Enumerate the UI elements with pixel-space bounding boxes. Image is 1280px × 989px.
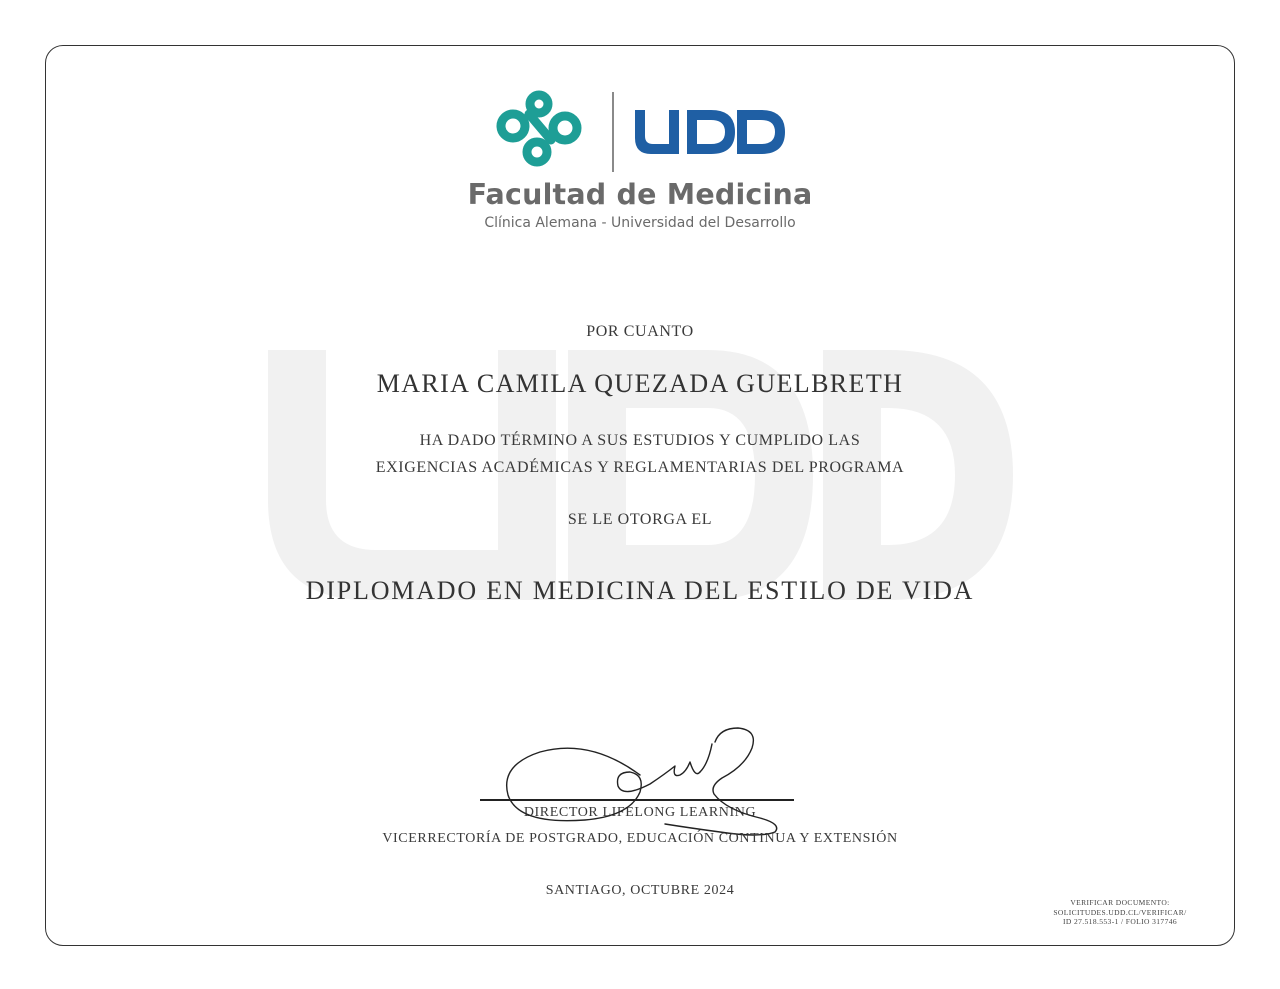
verification-block [1030, 898, 1210, 927]
faculty-title: Facultad de Medicina [467, 178, 813, 211]
verify-url[interactable]: SOLICITUDES.UDD.CL/VERIFICAR/ [1053, 907, 1187, 917]
signer-title: DIRECTOR LIFELONG LEARNING [523, 805, 757, 820]
statement-line-2: EXIGENCIAS ACADÉMICAS Y REGLAMENTARIAS DEL PROGRAMA [375, 459, 905, 476]
recipient-name: MARIA CAMILA QUEZADA GUELBRETH [376, 369, 904, 398]
place-date: SANTIAGO, OCTUBRE 2024 [545, 883, 735, 898]
program-name: DIPLOMADO EN MEDICINA DEL ESTILO DE VIDA [305, 576, 975, 605]
handwritten-signature [490, 720, 790, 840]
verify-label: VERIFICAR DOCUMENTO: [1070, 898, 1170, 907]
signer-office: VICERRECTORÍA DE POSTGRADO, EDUCACIÓN CONTINUA Y EXTENSIÓN [382, 831, 898, 846]
se-le-otorga-text: SE LE OTORGA EL [567, 511, 713, 528]
logo-divider [612, 92, 614, 172]
clinica-alemana-symbol-icon [493, 90, 589, 168]
por-cuanto-text: POR CUANTO [586, 323, 694, 340]
statement-line-1: HA DADO TÉRMINO A SUS ESTUDIOS Y CUMPLIDO LAS [419, 432, 861, 449]
faculty-logo [460, 88, 820, 238]
faculty-subtitle: Clínica Alemana - Universidad del Desarrollo [484, 215, 796, 231]
verify-id-folio: ID 27.518.553-1 / FOLIO 317746 [1062, 917, 1178, 926]
udd-logo [635, 110, 785, 154]
